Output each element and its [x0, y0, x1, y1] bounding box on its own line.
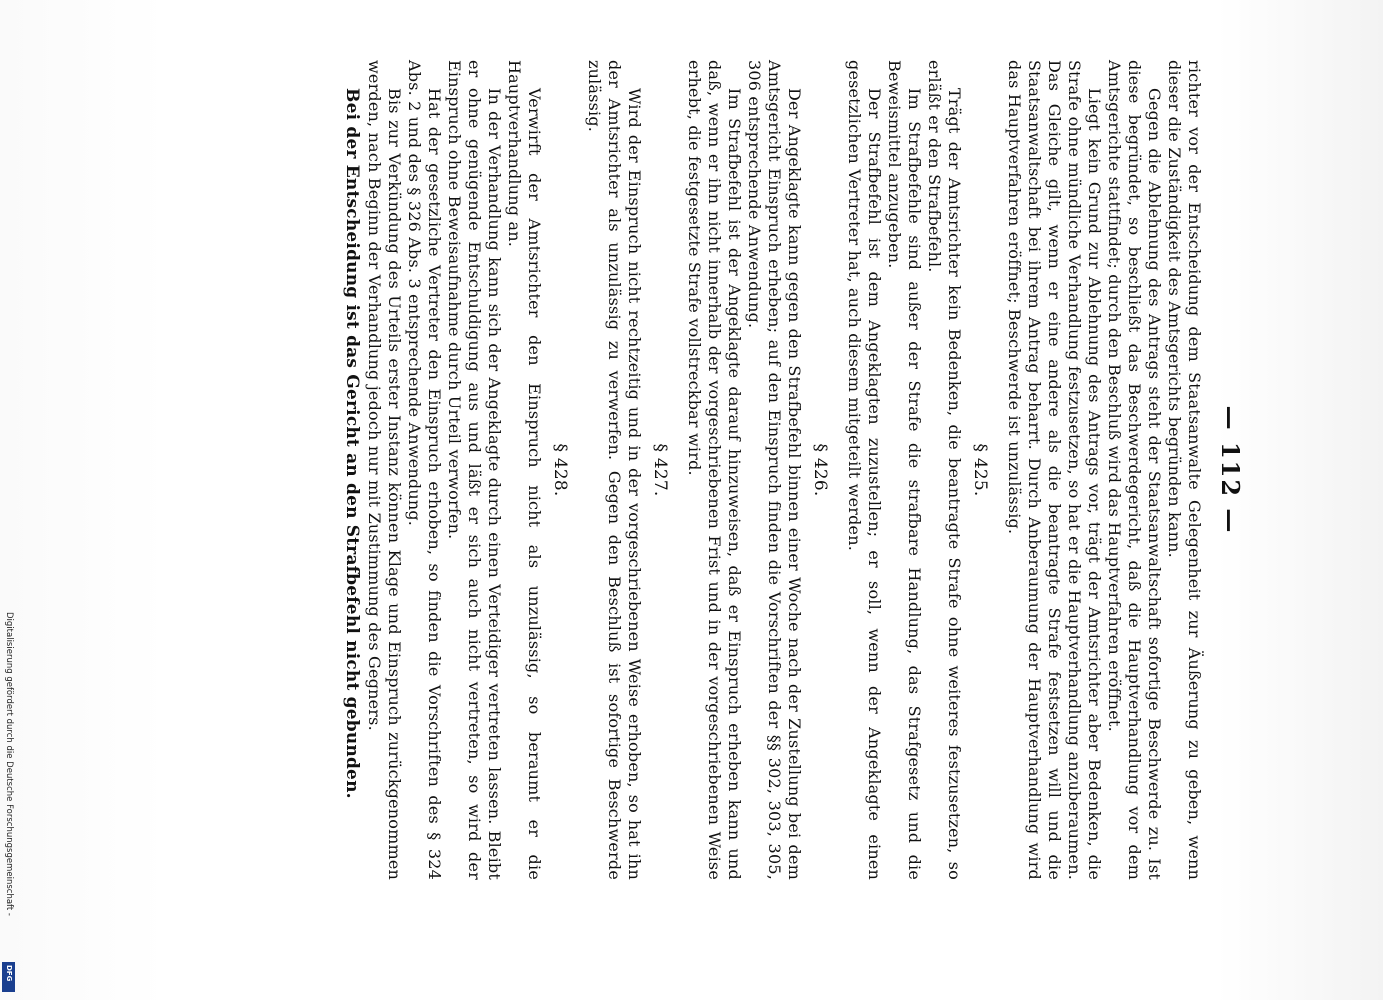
section-426-paragraph-1: Der Angeklagte kann gegen den Strafbefehl binnen einer Woche nach der Zustellung bei dem Amtsgericht Einspruch erheben; auf den Einspruch finden die Vorschriften der §§ 302, 303, 305, 306 entsprechende Anwendung. [745, 60, 804, 880]
section-428-paragraph-2: In der Verhandlung kann sich der Angeklagte durch einen Verteidiger vertreten lassen. Bleibt er ohne genügende Entschuldigung aus und läßt er sich auch nicht vertreten, so wird der Einspruch ohne Beweisaufnahme durch Urteil verworfen. [445, 60, 504, 880]
section-425-paragraph-3: Der Strafbefehl ist dem Angeklagten zuzustellen; er soll, wenn der Angeklagte einen gesetzlichen Vertreter hat, auch diesem mitgeteilt werden. [845, 60, 884, 880]
paragraph-top-1: richter vor der Entscheidung dem Staatsanwalte Gelegenheit zur Äußerung zu geben, wenn dieser die Zuständigkeit des Amtsgerichts begründen kann. [1165, 60, 1204, 880]
paragraph-top-3: Liegt kein Grund zur Ablehnung des Antrags vor, trägt der Amtsrichter aber Bedenken, die Strafe ohne mündliche Verhandlung festzusetzen, so hat er die Hauptverhandlung anzuberaumen. Das Gleiche gilt, wenn er eine andere als die beantragte Strafe festsetzen will und die Staatsanwaltschaft bei ihrem Antrag beharrt. Durch Anberaumung der Hauptverhandlung wird das Hauptverfahren eröffnet; Beschwerde ist unzulässig. [1005, 60, 1104, 880]
section-427-paragraph-1: Wird der Einspruch nicht rechtzeitig und in der vorgeschriebenen Weise erhoben, so hat ihn der Amtsrichter als unzulässig zu verwerfen. Gegen den Beschluß ist sofortige Beschwerde zulässig. [585, 60, 644, 880]
section-425-paragraph-1: Trägt der Amtsrichter kein Bedenken, die beantragte Strafe ohne weiteres festzusetzen, so erläßt er den Strafbefehl. [925, 60, 964, 880]
dfg-logo [2, 962, 15, 992]
section-heading-427: § 427. [650, 443, 670, 497]
section-425-paragraph-2: Im Strafbefehle sind außer der Strafe die strafbare Handlung, das Strafgesetz und die Beweismittel anzugeben. [885, 60, 924, 880]
section-heading-428: § 428. [550, 443, 570, 497]
section-426 [684, 60, 830, 880]
digitization-stamp [0, 612, 20, 1000]
section-427 [584, 60, 670, 880]
section-425 [844, 60, 990, 880]
dfg-logo-text: DFG [5, 965, 13, 982]
rotated-document-page [80, 60, 1245, 880]
section-heading-426: § 426. [810, 443, 830, 497]
section-428-final-sentence: Bei der Entscheidung ist das Gericht an den Strafbefehl nicht gebunden. [342, 88, 362, 799]
section-428 [342, 60, 570, 880]
section-428-paragraph-3: Hat der gesetzliche Vertreter den Einspruch erhoben, so finden die Vorschriften des § 324 Abs. 2 und des § 326 Abs. 3 entsprechende Anwendung. [405, 60, 444, 880]
section-426-paragraph-2: Im Strafbefehl ist der Angeklagte darauf hinzuweisen, daß er Einspruch erheben kann und daß, wenn er ihn nicht innerhalb der vorgeschriebenen Frist und in der vorgeschriebenen Weise erhebt, die festgesetzte Strafe vollstreckbar wird. [685, 60, 744, 880]
section-heading-425: § 425. [970, 443, 990, 497]
section-428-paragraph-1: Verwirft der Amtsrichter den Einspruch nicht als unzulässig, so beraumt er die Hauptverhandlung an. [505, 60, 544, 880]
page-number: — 112 — [1216, 405, 1245, 535]
paragraph-top-2: Gegen die Ablehnung des Antrags steht der Staatsanwaltschaft sofortige Beschwerde zu. Ist diese begründet, so beschließt das Beschwerdegericht, daß die Hauptverhandlung vor dem Amtsgerichte stattfindet; durch den Beschluß wird das Hauptverfahren eröffnet. [1105, 60, 1164, 880]
digitization-stamp-text: Digitalisierung gefördert durch die Deutsche Forschungsgemeinschaft - [4, 612, 14, 916]
intro-text-block [1004, 60, 1204, 880]
section-428-paragraph-4: Bis zur Verkündung des Urteils erster Instanz können Klage und Einspruch zurückgenommen werden, nach Beginn der Verhandlung jedoch nur mit Zustimmung des Gegners. [365, 60, 404, 880]
